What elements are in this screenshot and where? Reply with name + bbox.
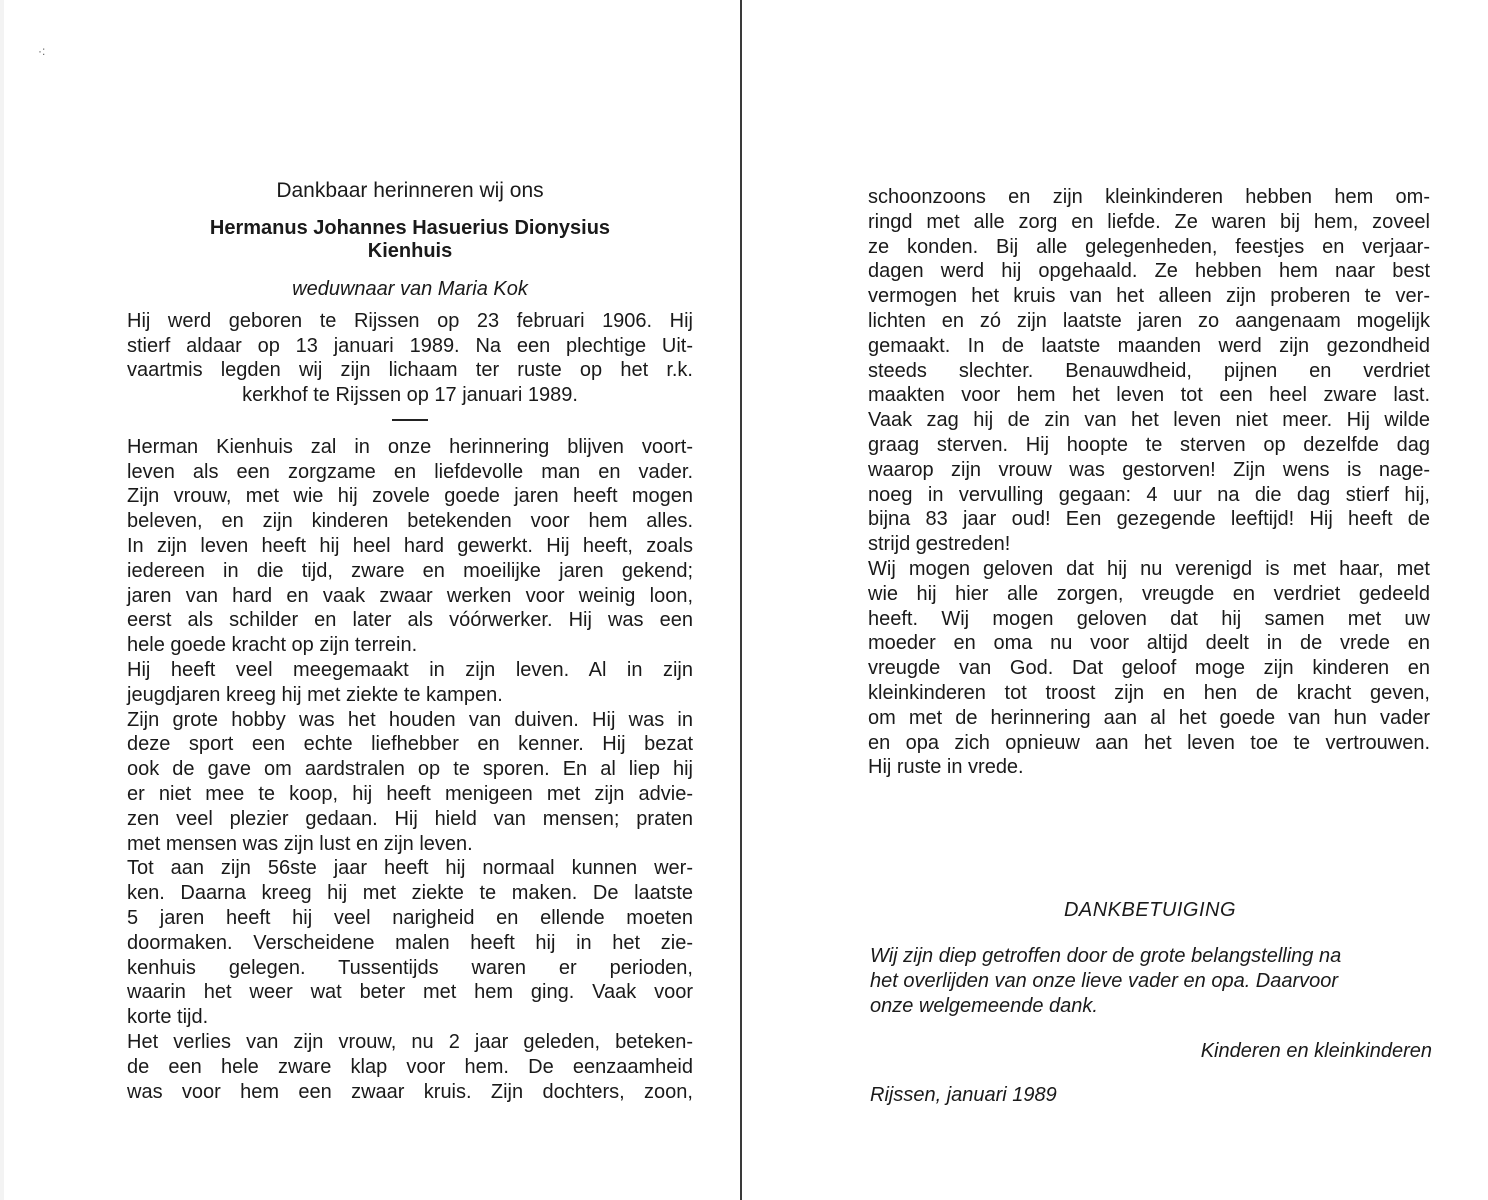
card-fold-line — [740, 0, 742, 1200]
text-line: Zijn vrouw, met wie hij zovele goede jaren heeft mogen — [127, 485, 693, 508]
text-line: Vaak zag hij de zin van het leven niet meer. Hij wilde — [868, 409, 1430, 432]
birth-death-paragraph — [127, 309, 693, 408]
text-line: om met de herinnering aan al het goede van hun vader — [868, 706, 1430, 729]
text-line: het overlijden van onze lieve vader en opa. Daarvoor — [870, 970, 1339, 992]
text-line: onze welgemeende dank. — [870, 995, 1098, 1017]
text-line: hele goede kracht op zijn terrein. — [127, 634, 418, 657]
text-line: doormaken. Verscheidene malen heeft hij in het zie- — [127, 931, 693, 954]
text-line: korte tijd. — [127, 1006, 209, 1029]
text-line: de een hele zware klap voor hem. De eenzaamheid — [127, 1055, 693, 1078]
text-line: zen veel plezier gedaan. Hij hield van mensen; praten — [127, 807, 693, 830]
scan-edge — [0, 0, 4, 1200]
text-line: er niet mee te koop, hij heeft menigeen met zijn advie- — [127, 782, 693, 805]
thanks-paragraph — [870, 944, 1432, 1019]
section-divider — [392, 419, 428, 421]
text-line: ken. Daarna kreeg hij met ziekte te maken. De laatste — [127, 882, 693, 905]
text-line: moeder en oma nu voor altijd deelt in de vrede en — [868, 632, 1430, 655]
text-line: Het verlies van zijn vrouw, nu 2 jaar geleden, beteken- — [127, 1030, 693, 1053]
text-line: Hij werd geboren te Rijssen op 23 februari 1906. Hij — [127, 310, 693, 332]
thanks-heading: DANKBETUIGING — [1063, 899, 1237, 921]
text-line: maakten voor hem het leven tot een heel zware last. — [868, 384, 1430, 407]
text-line: schoonzoons en zijn kleinkinderen hebben hem om- — [868, 186, 1430, 208]
scan-specks: ·: — [38, 44, 46, 58]
text-line: gemaakt. In de laatste maanden werd zijn gezondheid — [868, 334, 1430, 357]
place-and-date: Rijssen, januari 1989 — [870, 1084, 1057, 1106]
text-line: vermogen het kruis van het alleen zijn proberen te ver- — [868, 285, 1430, 308]
text-line: Hij ruste in vrede. — [868, 756, 1024, 779]
deceased-name — [127, 217, 693, 263]
memorial-text-right — [868, 185, 1430, 780]
text-line: jaren van hard en vaak zwaar werken voor weinig loon, — [127, 584, 693, 607]
memorial-text-left — [127, 435, 693, 1105]
text-line: stierf aldaar op 13 januari 1989. Na een plechtige Uit- — [127, 334, 693, 357]
text-line: In zijn leven heeft hij heel hard gewerkt. Hij heeft, zoals — [127, 535, 693, 557]
text-line: ringd met alle zorg en liefde. Ze waren bij hem, zoveel — [868, 210, 1430, 233]
text-line: dagen werd hij opgehaald. Ze hebben hem naar best — [868, 260, 1430, 283]
text-line: iedereen in die tijd, zware en moeilijke jaren gekend; — [127, 559, 693, 582]
text-line: leven als een zorgzame en liefdevolle man en vader. — [127, 460, 693, 483]
text-line: waarin het weer wat beter met hem ging. Vaak voor — [127, 981, 693, 1004]
text-line: kerkhof te Rijssen op 17 januari 1989. — [242, 384, 578, 407]
text-line: wie hij hier alle zorgen, vreugde en verdriet gedeeld — [868, 582, 1430, 605]
text-line: graag sterven. Hij hoopte te sterven op dezelfde dag — [868, 433, 1430, 456]
text-line: was voor hem een zwaar kruis. Zijn dochters, zoon, — [127, 1080, 693, 1103]
text-line: Wij zijn diep getroffen door de grote belangstelling na — [870, 945, 1342, 967]
text-line: jeugdjaren kreeg hij met ziekte te kampen. — [127, 683, 503, 706]
text-line: Herman Kienhuis zal in onze herinnering blijven voort- — [127, 435, 693, 458]
text-line: steeds slechter. Benauwdheid, pijnen en verdriet — [868, 359, 1430, 382]
text-line: kenhuis gelegen. Tussentijds waren er perioden, — [127, 956, 693, 979]
text-line: kleinkinderen tot troost zijn en hen de kracht geven, — [868, 681, 1430, 704]
deceased-name-line-1: Hermanus Johannes Hasuerius Dionysius — [209, 217, 611, 239]
deceased-name-line-2: Kienhuis — [367, 240, 453, 262]
text-line: beleven, en zijn kinderen betekenden voor hem alles. — [127, 510, 693, 533]
text-line: heeft. Wij mogen geloven dat hij samen met uw — [868, 607, 1430, 630]
text-line: Zijn grote hobby was het houden van duiven. Hij was in — [127, 708, 693, 731]
text-line: met mensen was zijn lust en zijn leven. — [127, 832, 473, 855]
text-line: bijna 83 jaar oud! Een gezegende leeftijd! Hij heeft de — [868, 508, 1430, 531]
text-line: lichten en zó zijn laatste jaren zo aangenaam mogelijk — [868, 309, 1430, 332]
text-line: waarop zijn vrouw was gestorven! Zijn wens is nage- — [868, 458, 1430, 481]
text-line: Tot aan zijn 56ste jaar heeft hij normaal kunnen wer- — [127, 857, 693, 880]
text-line: ook de gave om aardstralen op te sporen. En al liep hij — [127, 758, 693, 781]
left-page — [127, 178, 693, 1104]
widower-of: weduwnaar van Maria Kok — [292, 278, 528, 300]
text-line: vreugde van God. Dat geloof moge zijn kinderen en — [868, 657, 1430, 680]
text-line: 5 jaren heeft hij veel narigheid en ellende moeten — [127, 906, 693, 929]
right-page — [868, 185, 1430, 780]
text-line: vaartmis legden wij zijn lichaam ter ruste op het r.k. — [127, 359, 693, 382]
text-line: eerst als schilder en later als vóórwerker. Hij was een — [127, 609, 693, 632]
text-line: Hij heeft veel meegemaakt in zijn leven. Al in zijn — [127, 658, 693, 681]
text-line: en opa zich opnieuw aan het leven toe te vertrouwen. — [868, 731, 1430, 754]
text-line: ze konden. Bij alle gelegenheden, feestjes en verjaar- — [868, 235, 1430, 258]
thanks-signature: Kinderen en kleinkinderen — [1200, 1040, 1432, 1062]
text-line: noeg in vervulling gegaan: 4 uur na die dag stierf hij, — [868, 483, 1430, 506]
text-line: Wij mogen geloven dat hij nu verenigd is met haar, met — [868, 557, 1430, 580]
text-line: strijd gestreden! — [868, 533, 1011, 556]
intro-line: Dankbaar herinneren wij ons — [276, 179, 544, 202]
text-line: deze sport een echte liefhebber en kenner. Hij bezat — [127, 733, 693, 756]
